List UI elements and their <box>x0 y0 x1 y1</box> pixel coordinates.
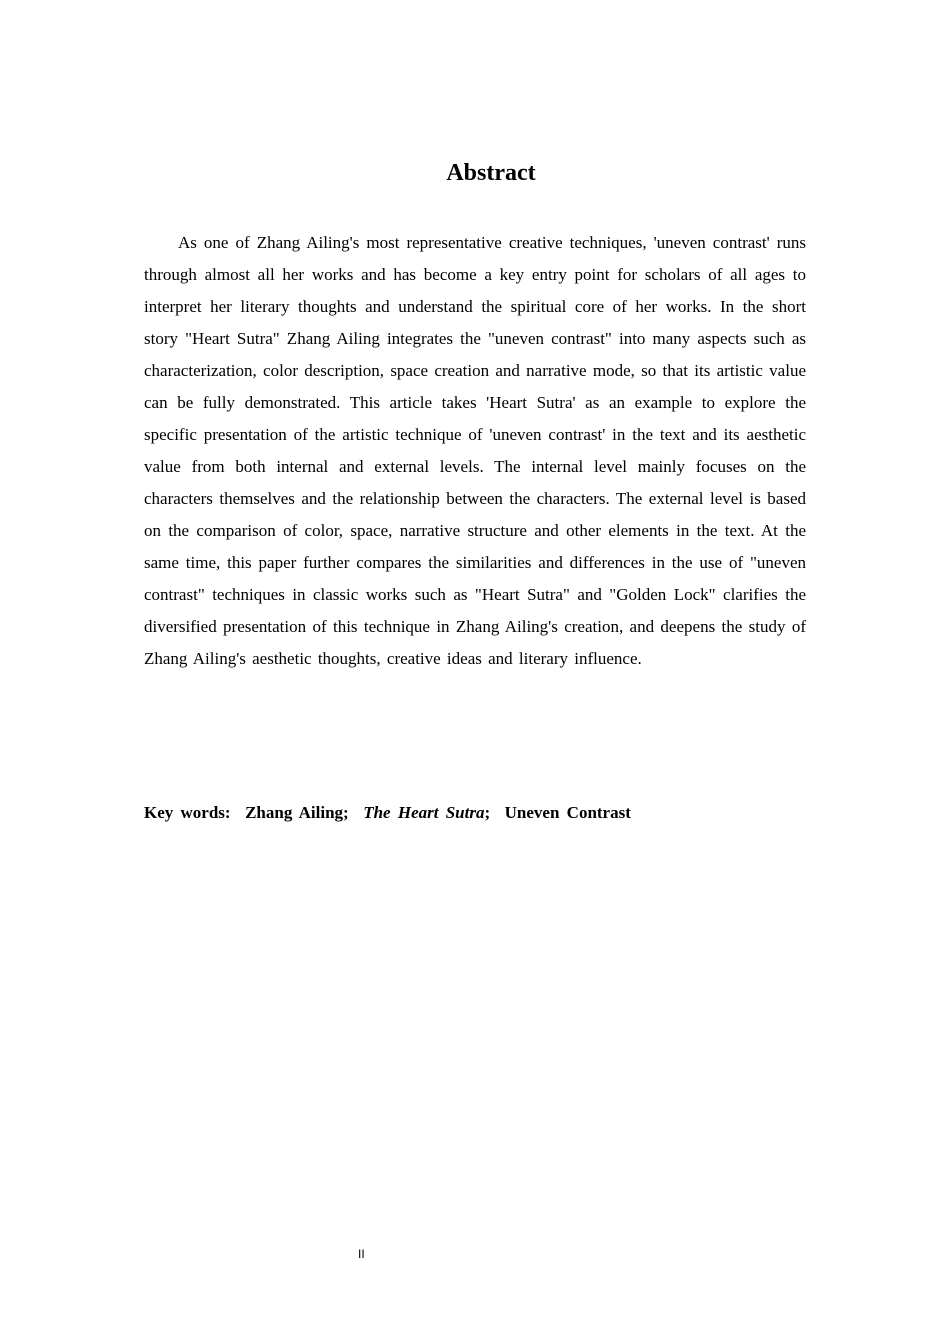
keyword-separator: ; <box>484 803 491 822</box>
keywords-label: Key words: <box>144 803 231 822</box>
abstract-body: As one of Zhang Ailing's most representative creative techniques, 'uneven contrast' runs through almost all her works and has become a key entry point for scholars of all ages to interpret her literary thoughts and understand the spiritual core of her works. In the short story "Heart Sutra" Zhang Ailing integrates the "uneven contrast" into many aspects such as characterization, color description, space creation and narrative mode, so that its artistic value can be fully demonstrated. This article takes 'Heart Sutra' as an example to explore the specific presentation of the artistic technique of 'uneven contrast' in the text and its aesthetic value from both internal and external levels. The internal level mainly focuses on the characters themselves and the relationship between the characters. The external level is based on the comparison of color, space, narrative structure and other elements in the text. At the same time, this paper further compares the similarities and differences in the use of "uneven contrast" techniques in classic works such as "Heart Sutra" and "Golden Lock" clarifies the diversified presentation of this technique in Zhang Ailing's creation, and deepens the study of Zhang Ailing's aesthetic thoughts, creative ideas and literary influence. <box>144 233 806 668</box>
keyword-item: The Heart Sutra <box>363 803 485 822</box>
keyword-separator: ; <box>343 803 349 822</box>
keywords-line <box>144 798 631 828</box>
abstract-title: Abstract <box>446 160 536 186</box>
keyword-item: Zhang Ailing <box>245 803 344 822</box>
page-number: II <box>358 1247 365 1261</box>
keyword-item: Uneven Contrast <box>504 803 631 822</box>
